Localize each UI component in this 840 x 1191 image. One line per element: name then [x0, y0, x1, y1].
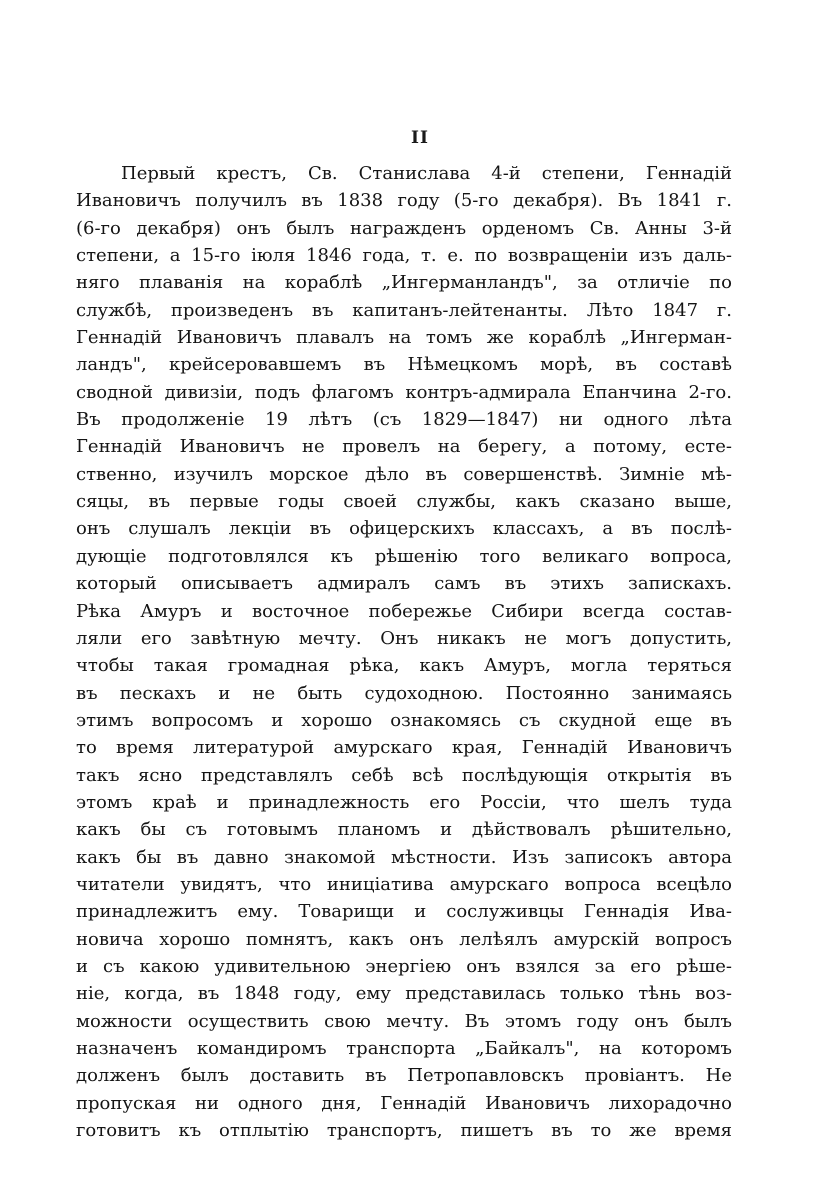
text-line: сяцы, въ первые годы своей службы, какъ сказано выше,: [76, 491, 732, 513]
text-line: службѣ, произведенъ въ капитанъ-лейтенанты. Лѣто 1847 г.: [76, 299, 732, 321]
text-line: степени, а 15-го іюля 1846 года, т. е. по возвращеніи изъ даль-: [76, 245, 732, 267]
text-line: и съ какою удивительною энергіею онъ взялся за его рѣше-: [76, 955, 732, 977]
text-line: чтобы такая громадная рѣка, какъ Амуръ, могла теряться: [76, 655, 732, 677]
text-line: Геннадій Ивановичъ плавалъ на томъ же кораблѣ „Ингерман-: [76, 327, 732, 349]
text-line: пропуская ни одного дня, Геннадій Ивановичъ лихорадочно: [76, 1092, 732, 1114]
body-text: [76, 160, 732, 1144]
text-line: можности осуществить свою мечту. Въ этомъ году онъ былъ: [76, 1010, 732, 1032]
text-line: Ивановичъ получилъ въ 1838 году (5-го декабря). Въ 1841 г.: [76, 190, 732, 212]
text-line: въ пескахъ и не быть судоходною. Постоянно занимаясь: [76, 682, 732, 704]
text-line: Въ продолженіе 19 лѣтъ (съ 1829—1847) ни одного лѣта: [76, 409, 732, 431]
text-line: такъ ясно представлялъ себѣ всѣ послѣдующія открытія въ: [76, 764, 732, 786]
text-line: (6-го декабря) онъ былъ награжденъ орденомъ Св. Анны 3-й: [76, 217, 732, 239]
text-line: Первый крестъ, Св. Станислава 4-й степени, Геннадій: [121, 163, 732, 184]
text-line: назначенъ командиромъ транспорта „Байкалъ", на которомъ: [76, 1038, 732, 1059]
text-line: сводной дивизіи, подъ флагомъ контръ-адмирала Епанчина 2-го.: [76, 381, 732, 403]
text-line: какъ бы съ готовымъ планомъ и дѣйствовалъ рѣшительно,: [76, 819, 732, 841]
text-line: принадлежитъ ему. Товарищи и сослуживцы Геннадія Ива-: [76, 901, 732, 923]
text-line: этимъ вопросомъ и хорошо ознакомясь съ скудной еще въ: [76, 709, 732, 731]
text-line: Рѣка Амуръ и восточное побережье Сибири всегда состав-: [76, 600, 732, 622]
text-line: долженъ былъ доставить въ Петропавловскъ провіантъ. Не: [76, 1065, 732, 1087]
text-line: готовитъ къ отплытію транспортъ, пишетъ въ то же время: [76, 1120, 732, 1142]
text-line: онъ слушалъ лекціи въ офицерскихъ классахъ, а въ послѣ-: [76, 518, 732, 540]
text-line: ственно, изучилъ морское дѣло въ совершенствѣ. Зимніе мѣ-: [76, 463, 732, 485]
text-line: ляли его завѣтную мечту. Онъ никакъ не могъ допустить,: [76, 627, 732, 649]
text-line: какъ бы въ давно знакомой мѣстности. Изъ записокъ автора: [76, 846, 732, 868]
text-line: этомъ краѣ и принадлежность его Россіи, что шелъ туда: [76, 791, 732, 813]
page-number: II: [411, 128, 429, 148]
text-line: няго плаванія на кораблѣ „Ингерманландъ", за отличіе по: [76, 272, 732, 294]
text-line: который описываетъ адмиралъ самъ въ этихъ запискахъ.: [76, 573, 732, 595]
text-line: новича хорошо помнятъ, какъ онъ лелѣялъ амурскій вопросъ: [76, 928, 732, 950]
text-line: дующіе подготовлялся къ рѣшенію того великаго вопроса,: [76, 545, 732, 567]
text-line: ландъ", крейсеровавшемъ въ Нѣмецкомъ морѣ, въ составѣ: [76, 354, 732, 376]
text-line: ніе, когда, въ 1848 году, ему представилась только тѣнь воз-: [76, 983, 732, 1005]
text-line: то время литературой амурскаго края, Геннадій Ивановичъ: [76, 737, 732, 759]
text-line: читатели увидятъ, что иниціатива амурскаго вопроса всецѣло: [76, 873, 732, 895]
text-line: Геннадій Ивановичъ не провелъ на берегу, а потому, есте-: [76, 436, 732, 458]
